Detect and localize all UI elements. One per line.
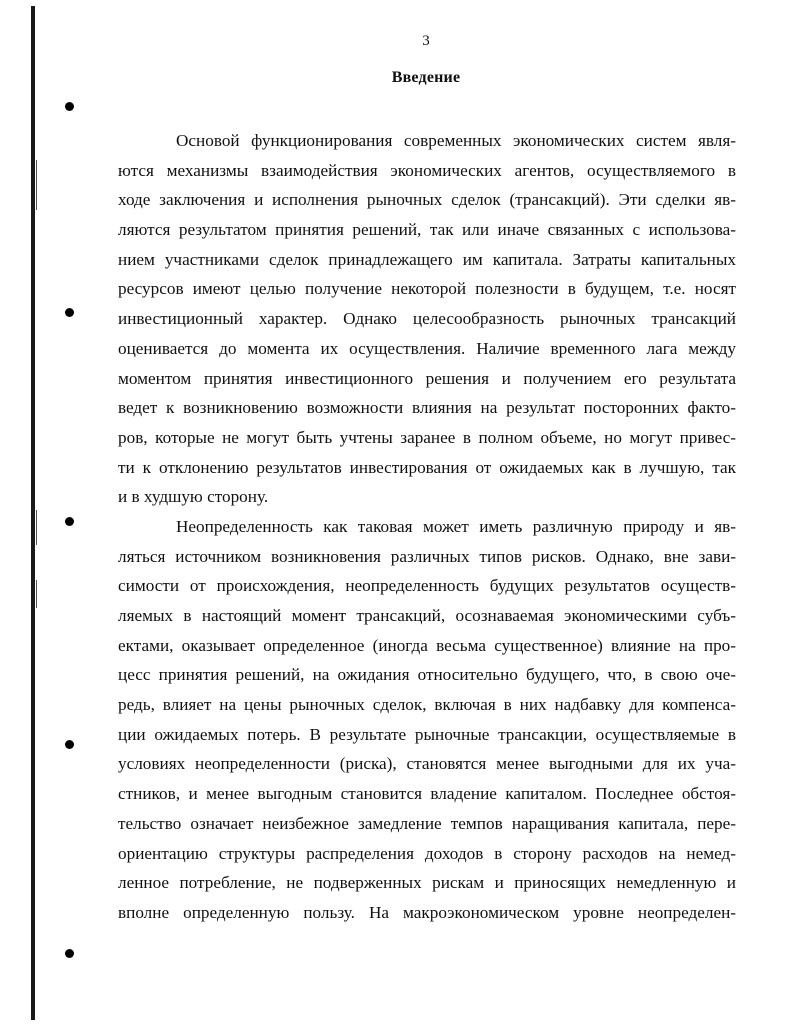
- page-number: 3: [422, 33, 430, 49]
- text-line: ции ожидаемых потерь. В результате рыночные трансакции, осуществляемые в: [118, 724, 736, 744]
- text-line: ров, которые не могут быть учтены заранее в полном объеме, но могут привес-: [118, 427, 736, 447]
- body-text: [118, 126, 736, 928]
- text-line: и в худшую сторону.: [118, 487, 269, 507]
- text-line: ведет к возникновению возможности влияния на результат посторонних факто-: [118, 398, 736, 418]
- scan-edge-line: [31, 6, 35, 1020]
- scan-edge-mark: [36, 580, 37, 608]
- text-line: стников, и менее выгодным становится владение капиталом. Последнее обстоя-: [118, 784, 736, 804]
- text-line: ляются результатом принятия решений, так или иначе связанных с использова-: [118, 220, 736, 240]
- scan-edge-mark: [36, 510, 37, 545]
- text-line: условиях неопределенности (риска), становятся менее выгодными для их уча-: [118, 754, 736, 774]
- text-line: оценивается до момента их осуществления. Наличие временного лага между: [118, 338, 736, 358]
- text-line: вполне определенную пользу. На макроэкономическом уровне неопределен-: [118, 902, 736, 922]
- text-line: ются механизмы взаимодействия экономических агентов, осуществляемого в: [118, 160, 736, 180]
- text-line: нием участниками сделок принадлежащего им капитала. Затраты капитальных: [118, 249, 736, 269]
- text-line: ресурсов имеют целью получение некоторой полезности в будущем, т.е. носят: [118, 279, 736, 299]
- punch-hole-mark: [65, 102, 74, 111]
- text-line: ленное потребление, не подверженных рискам и приносящих немедленную и: [118, 873, 736, 893]
- text-line: моментом принятия инвестиционного решения и получением его результата: [118, 368, 736, 388]
- punch-hole-mark: [65, 949, 74, 958]
- section-heading: Введение: [391, 69, 461, 86]
- text-line: симости от происхождения, неопределенность будущих результатов осуществ-: [118, 576, 736, 596]
- text-line: ляться источником возникновения различных типов рисков. Однако, вне зави-: [118, 546, 736, 566]
- text-line: Неопределенность как таковая может иметь различную природу и яв-: [176, 516, 736, 536]
- text-line: тельство означает неизбежное замедление темпов наращивания капитала, пере-: [118, 813, 736, 833]
- text-line: Основой функционирования современных экономических систем явля-: [176, 131, 736, 150]
- text-line: инвестиционный характер. Однако целесообразность рыночных трансакций: [118, 309, 736, 329]
- punch-hole-mark: [65, 308, 74, 317]
- scan-edge-mark: [36, 160, 37, 210]
- text-line: цесс принятия решений, на ожидания относительно будущего, что, в свою оче-: [118, 665, 736, 685]
- text-line: ектами, оказывает определенное (иногда весьма существенное) влияние на про-: [118, 635, 736, 655]
- text-line: ти к отклонению результатов инвестирования от ожидаемых как в лучшую, так: [118, 457, 736, 477]
- text-line: ляемых в настоящий момент трансакций, осознаваемая экономическими субъ-: [118, 606, 736, 625]
- text-line: ходе заключения и исполнения рыночных сделок (трансакций). Эти сделки яв-: [118, 190, 736, 210]
- text-line: ориентацию структуры распределения доходов в сторону расходов на немед-: [118, 843, 736, 863]
- punch-hole-mark: [65, 740, 74, 749]
- text-line: редь, влияет на цены рыночных сделок, включая в них надбавку для компенса-: [118, 695, 736, 715]
- punch-hole-mark: [65, 517, 74, 526]
